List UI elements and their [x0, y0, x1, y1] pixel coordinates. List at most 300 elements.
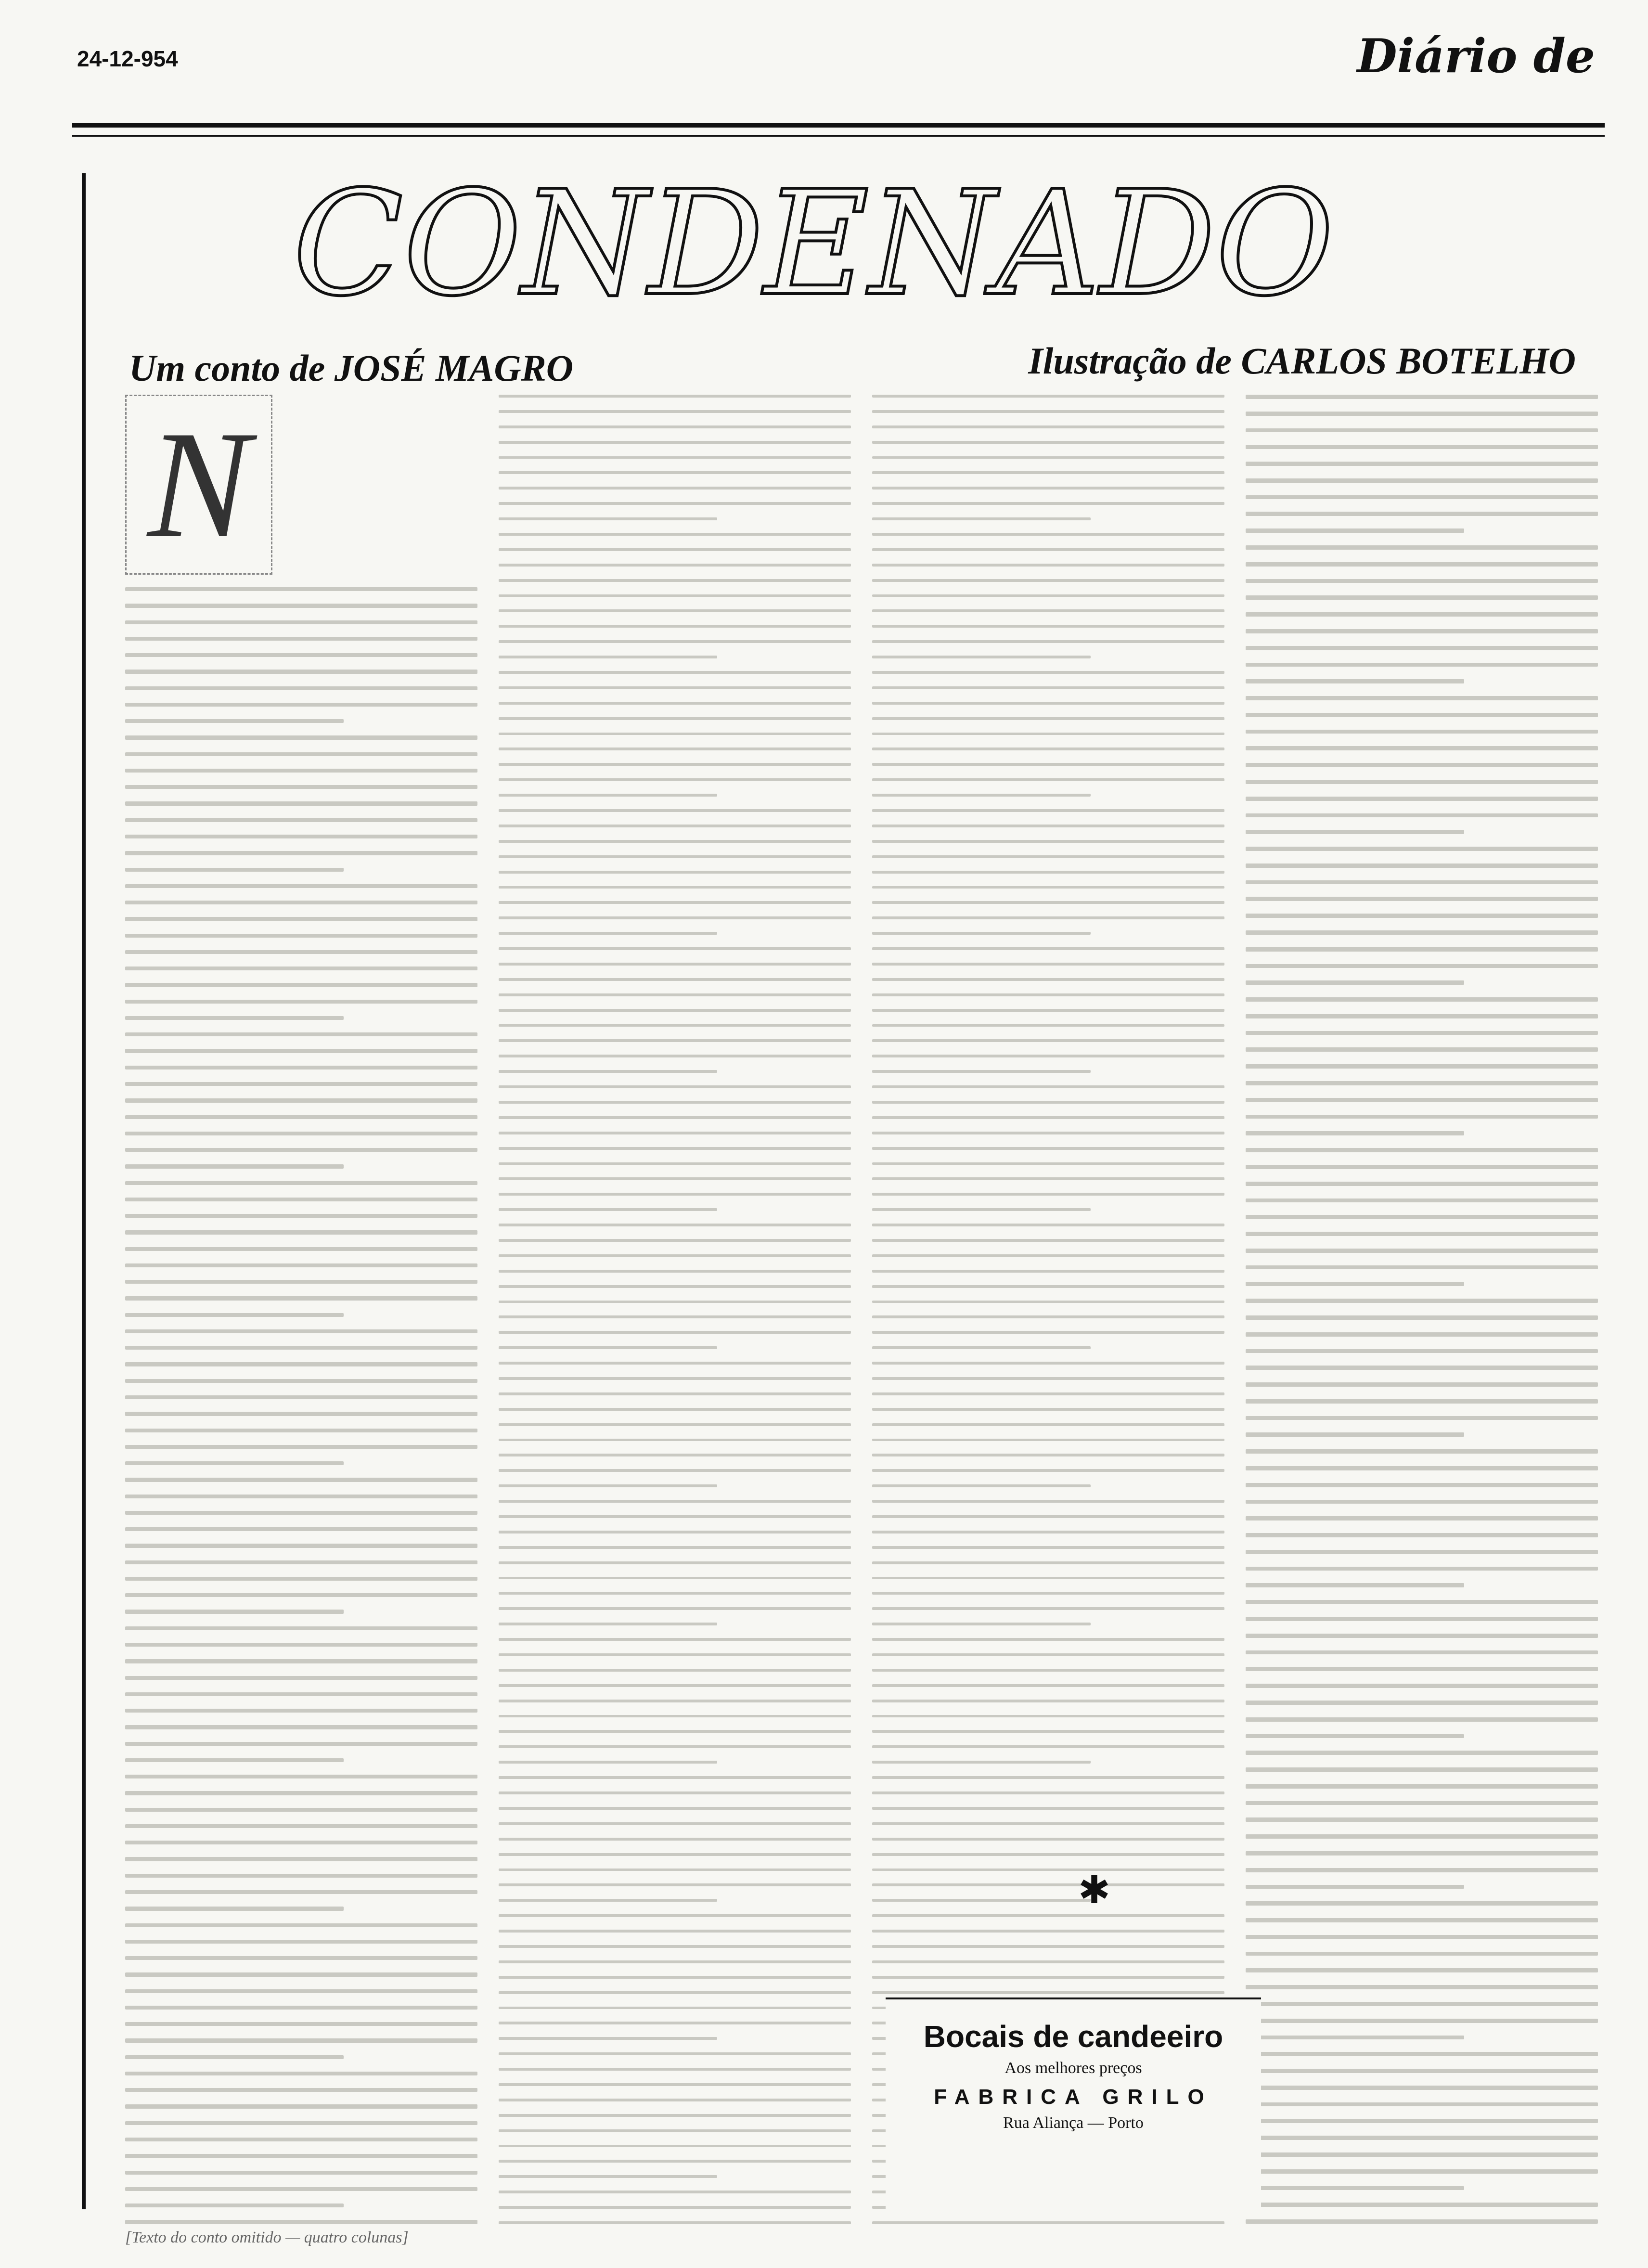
text-line-placeholder	[1246, 797, 1598, 801]
text-line-placeholder	[872, 1024, 1224, 1027]
text-line-placeholder	[872, 1669, 1224, 1672]
text-line-placeholder	[1246, 1232, 1598, 1236]
text-line-placeholder	[125, 1016, 344, 1020]
text-line-placeholder	[499, 2114, 851, 2117]
text-line-placeholder	[499, 1362, 851, 1365]
text-line-placeholder	[499, 809, 851, 812]
text-line-placeholder	[499, 1469, 851, 1472]
text-line-placeholder	[872, 1531, 1224, 1533]
section-star: ✱	[1078, 1869, 1111, 1912]
text-line-placeholder	[125, 801, 477, 805]
text-line-placeholder	[499, 1239, 851, 1242]
text-line-placeholder	[1246, 1985, 1598, 1989]
text-line-placeholder	[499, 625, 851, 628]
text-line-placeholder	[499, 840, 851, 843]
text-line-placeholder	[499, 1085, 851, 1088]
text-line-placeholder	[1246, 2086, 1598, 2090]
text-line-placeholder	[125, 1164, 344, 1168]
text-line-placeholder	[125, 604, 477, 607]
top-rule	[72, 123, 1605, 128]
text-line-placeholder	[1246, 847, 1598, 851]
text-line-placeholder	[125, 1362, 477, 1366]
text-line-placeholder	[1246, 1198, 1598, 1203]
text-line-placeholder	[872, 1147, 1224, 1150]
text-line-placeholder	[872, 1101, 1224, 1104]
text-line-placeholder	[872, 1009, 1224, 1012]
text-line-placeholder	[872, 1883, 1224, 1886]
text-line-placeholder	[499, 1945, 851, 1948]
text-line-placeholder	[1246, 1784, 1598, 1789]
text-line-placeholder	[499, 993, 851, 996]
text-line-placeholder	[872, 1039, 1224, 1042]
text-line-placeholder	[499, 1776, 851, 1779]
text-line-placeholder	[872, 1684, 1224, 1687]
text-line-placeholder	[125, 901, 477, 904]
text-line-placeholder	[872, 1070, 1091, 1073]
text-line-placeholder	[125, 1907, 344, 1910]
text-line-placeholder	[125, 966, 477, 970]
text-line-placeholder	[872, 916, 1224, 919]
text-line-placeholder	[499, 963, 851, 966]
text-line-placeholder	[499, 548, 851, 551]
text-line-placeholder	[1246, 2036, 1464, 2040]
column-3	[872, 395, 1224, 2224]
text-line-placeholder	[499, 1853, 851, 1856]
drop-cap: N	[125, 395, 272, 575]
text-line-placeholder	[499, 1009, 851, 1012]
text-line-placeholder	[125, 769, 477, 773]
text-line-placeholder	[1246, 1416, 1598, 1420]
text-line-placeholder	[125, 1725, 477, 1729]
text-line-placeholder	[1246, 2219, 1598, 2224]
text-line-placeholder	[125, 2104, 477, 2108]
text-line-placeholder	[125, 2006, 477, 2010]
text-line-placeholder	[1246, 1600, 1598, 1604]
text-line-placeholder	[872, 1899, 1091, 1902]
text-line-placeholder	[872, 1162, 1224, 1165]
text-line-placeholder	[125, 1560, 477, 1564]
text-line-placeholder	[872, 548, 1224, 551]
text-line-placeholder	[1246, 512, 1598, 516]
text-line-placeholder	[125, 1478, 477, 1482]
text-line-placeholder	[499, 1838, 851, 1841]
text-line-placeholder	[499, 1101, 851, 1104]
text-line-placeholder	[499, 594, 851, 597]
text-line-placeholder	[499, 425, 851, 428]
text-line-placeholder	[1246, 579, 1598, 583]
text-line-placeholder	[1246, 1349, 1598, 1353]
text-line-placeholder	[1246, 646, 1598, 650]
text-line-placeholder	[1246, 2019, 1598, 2023]
text-line-placeholder	[499, 517, 717, 520]
text-line-placeholder	[1246, 1533, 1598, 1537]
text-line-placeholder	[125, 752, 477, 756]
text-line-placeholder	[499, 1177, 851, 1180]
text-line-placeholder	[872, 487, 1224, 490]
text-line-placeholder	[499, 1377, 851, 1380]
text-line-placeholder	[872, 871, 1224, 874]
text-line-placeholder	[499, 932, 717, 935]
text-line-placeholder	[1246, 1701, 1598, 1705]
text-line-placeholder	[1246, 1634, 1598, 1638]
text-line-placeholder	[1246, 1901, 1598, 1906]
text-line-placeholder	[125, 1742, 477, 1746]
text-line-placeholder	[1246, 2102, 1598, 2107]
text-line-placeholder	[872, 640, 1224, 643]
text-line-placeholder	[872, 947, 1224, 950]
text-line-placeholder	[1246, 1366, 1598, 1370]
text-line-placeholder	[499, 916, 851, 919]
text-line-placeholder	[872, 717, 1224, 720]
text-line-placeholder	[1246, 1500, 1598, 1504]
title-lettering	[260, 159, 1367, 322]
text-line-placeholder	[499, 2099, 851, 2101]
text-line-placeholder	[499, 1561, 851, 1564]
text-line-placeholder	[1246, 562, 1598, 567]
text-line-placeholder	[872, 1116, 1224, 1119]
newspaper-masthead: Diário de	[1357, 29, 1595, 83]
text-line-placeholder	[872, 978, 1224, 981]
text-line-placeholder	[499, 1546, 851, 1549]
text-line-placeholder	[872, 825, 1224, 827]
text-line-placeholder	[872, 656, 1091, 658]
text-line-placeholder	[499, 1791, 851, 1794]
text-line-placeholder	[872, 1960, 1224, 1963]
text-line-placeholder	[872, 1976, 1224, 1979]
text-line-placeholder	[1246, 1432, 1464, 1437]
text-line-placeholder	[499, 747, 851, 750]
advert-brand: FABRICA GRILO	[934, 2085, 1213, 2109]
text-line-placeholder	[1246, 1684, 1598, 1688]
text-line-placeholder	[499, 1899, 717, 1902]
text-line-placeholder	[872, 1085, 1224, 1088]
text-line-placeholder	[125, 1214, 477, 1218]
text-line-placeholder	[499, 794, 717, 797]
text-line-placeholder	[499, 1822, 851, 1825]
text-line-placeholder	[125, 917, 477, 921]
text-line-placeholder	[1246, 2119, 1598, 2123]
text-line-placeholder	[1246, 1299, 1598, 1303]
text-line-placeholder	[499, 1331, 851, 1334]
text-line-placeholder	[125, 2072, 477, 2075]
text-line-placeholder	[872, 901, 1224, 904]
text-line-placeholder	[499, 609, 851, 612]
column-4	[1246, 395, 1598, 2224]
text-line-placeholder	[125, 1066, 477, 1070]
text-line-placeholder	[499, 2221, 851, 2224]
text-line-placeholder	[125, 1247, 477, 1251]
text-line-placeholder	[125, 1923, 477, 1927]
text-line-placeholder	[125, 2022, 477, 2026]
text-line-placeholder	[499, 1745, 851, 1748]
text-line-placeholder	[1246, 1935, 1598, 1939]
text-line-placeholder	[499, 1730, 851, 1733]
text-line-placeholder	[1246, 1583, 1464, 1587]
text-line-placeholder	[1246, 1968, 1598, 1972]
text-line-placeholder	[872, 1869, 1224, 1871]
text-line-placeholder	[125, 653, 477, 657]
text-line-placeholder	[125, 1082, 477, 1086]
text-line-placeholder	[499, 1270, 851, 1273]
text-line-placeholder	[872, 993, 1224, 996]
text-line-placeholder	[872, 1791, 1224, 1794]
text-line-placeholder	[872, 1254, 1224, 1257]
text-line-placeholder	[499, 2052, 851, 2055]
text-line-placeholder	[125, 1940, 477, 1944]
text-line-placeholder	[125, 1758, 344, 1762]
text-line-placeholder	[125, 1643, 477, 1647]
text-line-placeholder	[499, 1700, 851, 1702]
text-line-placeholder	[499, 1147, 851, 1150]
text-line-placeholder	[125, 1000, 477, 1004]
text-line-placeholder	[1246, 412, 1598, 416]
byline-author: Um conto de JOSÉ MAGRO	[129, 347, 574, 389]
text-line-placeholder	[1246, 595, 1598, 600]
text-line-placeholder	[499, 1039, 851, 1042]
text-line-placeholder	[499, 640, 851, 643]
text-line-placeholder	[125, 1610, 344, 1613]
text-line-placeholder	[1246, 545, 1598, 550]
text-line-placeholder	[1246, 880, 1598, 885]
text-line-placeholder	[1246, 2203, 1598, 2207]
text-line-placeholder	[125, 1148, 477, 1152]
text-line-placeholder	[125, 1808, 477, 1812]
text-line-placeholder	[872, 1177, 1224, 1180]
text-line-placeholder	[499, 1055, 851, 1057]
text-line-placeholder	[499, 1315, 851, 1318]
text-line-placeholder	[125, 703, 477, 707]
text-line-placeholder	[1246, 1885, 1464, 1889]
text-line-placeholder	[872, 855, 1224, 858]
text-line-placeholder	[1246, 980, 1464, 985]
text-line-placeholder	[125, 686, 477, 690]
text-line-placeholder	[499, 2022, 851, 2024]
body-placeholder-note: [Texto do conto omitido — quatro colunas]	[125, 2229, 409, 2246]
text-line-placeholder	[872, 1638, 1224, 1641]
text-line-placeholder	[125, 2038, 477, 2042]
text-line-placeholder	[499, 1423, 851, 1426]
text-line-placeholder	[872, 425, 1224, 428]
text-line-placeholder	[1246, 713, 1598, 717]
text-line-placeholder	[125, 1593, 477, 1597]
text-line-placeholder	[499, 1132, 851, 1134]
text-line-placeholder	[499, 1869, 851, 1871]
text-line-placeholder	[1246, 1182, 1598, 1186]
text-line-placeholder	[125, 785, 477, 789]
text-line-placeholder	[872, 1285, 1224, 1288]
text-line-placeholder	[1246, 1148, 1598, 1152]
text-line-placeholder	[1246, 1165, 1598, 1169]
text-line-placeholder	[499, 1715, 851, 1718]
text-line-placeholder	[125, 1461, 344, 1465]
text-line-placeholder	[872, 517, 1091, 520]
text-line-placeholder	[1246, 2186, 1464, 2191]
text-line-placeholder	[872, 1301, 1224, 1303]
text-line-placeholder	[1246, 2152, 1598, 2157]
text-line-placeholder	[499, 763, 851, 766]
text-line-placeholder	[1246, 478, 1598, 483]
text-line-placeholder	[125, 2220, 477, 2224]
article-body	[125, 395, 1598, 2224]
text-line-placeholder	[125, 884, 477, 888]
text-line-placeholder	[872, 1546, 1224, 1549]
text-line-placeholder	[499, 778, 851, 781]
text-line-placeholder	[125, 1429, 477, 1432]
text-line-placeholder	[1246, 1064, 1598, 1069]
text-line-placeholder	[872, 1623, 1091, 1625]
text-line-placeholder	[872, 1853, 1224, 1856]
text-line-placeholder	[499, 717, 851, 720]
text-line-placeholder	[499, 1484, 717, 1487]
text-line-placeholder	[499, 686, 851, 689]
text-line-placeholder	[1246, 1131, 1464, 1135]
text-line-placeholder	[1246, 2136, 1598, 2140]
text-line-placeholder	[1246, 1098, 1598, 1102]
text-line-placeholder	[872, 1239, 1224, 1242]
text-line-placeholder	[499, 1684, 851, 1687]
text-line-placeholder	[125, 2055, 344, 2059]
text-line-placeholder	[499, 1224, 851, 1226]
text-line-placeholder	[125, 868, 344, 872]
text-line-placeholder	[1246, 1918, 1598, 1922]
text-line-placeholder	[499, 1638, 851, 1641]
text-line-placeholder	[125, 1956, 477, 1960]
text-line-placeholder	[1246, 495, 1598, 500]
text-line-placeholder	[499, 471, 851, 474]
text-line-placeholder	[872, 1408, 1224, 1411]
text-line-placeholder	[125, 620, 477, 624]
text-line-placeholder	[125, 2088, 477, 2092]
text-line-placeholder	[1246, 897, 1598, 901]
text-line-placeholder	[1246, 2052, 1598, 2056]
text-line-placeholder	[499, 487, 851, 490]
text-line-placeholder	[1246, 1014, 1598, 1018]
text-line-placeholder	[499, 1607, 851, 1610]
text-line-placeholder	[872, 1500, 1224, 1503]
text-line-placeholder	[1246, 395, 1598, 399]
text-line-placeholder	[872, 1132, 1224, 1134]
text-line-placeholder	[1246, 1650, 1598, 1655]
text-line-placeholder	[125, 2138, 477, 2141]
text-line-placeholder	[499, 2083, 851, 2086]
text-line-placeholder	[1246, 2069, 1598, 2073]
text-line-placeholder	[1246, 1952, 1598, 1956]
text-line-placeholder	[872, 686, 1224, 689]
text-line-placeholder	[125, 1659, 477, 1663]
text-line-placeholder	[872, 1484, 1091, 1487]
text-line-placeholder	[1246, 428, 1598, 433]
text-line-placeholder	[1246, 1449, 1598, 1454]
text-line-placeholder	[499, 2160, 851, 2163]
text-line-placeholder	[125, 1032, 477, 1036]
issue-date: 24-12-954	[77, 46, 178, 71]
text-line-placeholder	[872, 1193, 1224, 1196]
text-line-placeholder	[499, 1193, 851, 1196]
text-line-placeholder	[499, 1439, 851, 1442]
text-line-placeholder	[499, 1883, 851, 1886]
text-line-placeholder	[872, 1653, 1224, 1656]
text-line-placeholder	[872, 1715, 1224, 1718]
text-line-placeholder	[1246, 1817, 1598, 1822]
text-line-placeholder	[499, 1346, 717, 1349]
text-line-placeholder	[499, 886, 851, 889]
text-line-placeholder	[1246, 1667, 1598, 1671]
text-line-placeholder	[1246, 679, 1464, 683]
text-line-placeholder	[499, 2206, 851, 2209]
text-line-placeholder	[872, 1439, 1224, 1442]
text-line-placeholder	[872, 1469, 1224, 1472]
text-line-placeholder	[499, 410, 851, 413]
advert-subline: Aos melhores preços	[1004, 2059, 1142, 2077]
text-line-placeholder	[125, 983, 477, 987]
text-line-placeholder	[125, 1495, 477, 1498]
text-line-placeholder	[872, 1945, 1224, 1948]
text-line-placeholder	[1246, 1516, 1598, 1521]
text-line-placeholder	[499, 1454, 851, 1456]
text-line-placeholder	[125, 1198, 477, 1201]
text-line-placeholder	[872, 609, 1224, 612]
text-line-placeholder	[125, 1296, 477, 1300]
text-line-placeholder	[872, 456, 1224, 459]
text-line-placeholder	[125, 818, 477, 822]
text-line-placeholder	[125, 2154, 477, 2158]
text-line-placeholder	[1246, 1115, 1598, 1119]
text-line-placeholder	[1246, 863, 1598, 868]
text-line-placeholder	[1246, 930, 1598, 935]
text-line-placeholder	[1246, 1483, 1598, 1487]
text-line-placeholder	[125, 1049, 477, 1053]
text-line-placeholder	[125, 1280, 477, 1284]
text-line-placeholder	[499, 456, 851, 459]
text-line-placeholder	[499, 733, 851, 735]
text-line-placeholder	[1246, 1466, 1598, 1470]
text-line-placeholder	[1246, 914, 1598, 918]
text-line-placeholder	[872, 2221, 1224, 2224]
text-line-placeholder	[499, 1653, 851, 1656]
text-line-placeholder	[872, 441, 1224, 444]
text-line-placeholder	[499, 1991, 851, 1994]
text-line-placeholder	[1246, 1031, 1598, 1035]
text-line-placeholder	[499, 947, 851, 950]
text-line-placeholder	[125, 1857, 477, 1861]
text-line-placeholder	[499, 702, 851, 705]
text-line-placeholder	[125, 2171, 477, 2175]
advert-headline: Bocais de candeeiro	[923, 2019, 1223, 2054]
text-line-placeholder	[499, 1807, 851, 1810]
text-line-placeholder	[125, 587, 477, 591]
text-line-placeholder	[1246, 528, 1464, 533]
text-line-placeholder	[1246, 730, 1598, 734]
text-line-placeholder	[499, 502, 851, 505]
text-line-placeholder	[499, 1669, 851, 1672]
byline-illustrator: Ilustração de CARLOS BOTELHO	[1028, 340, 1576, 382]
text-line-placeholder	[1246, 1550, 1598, 1554]
text-line-placeholder	[872, 1577, 1224, 1580]
text-line-placeholder	[499, 1301, 851, 1303]
text-line-placeholder	[872, 533, 1224, 536]
text-line-placeholder	[1246, 445, 1598, 449]
text-line-placeholder	[499, 2145, 851, 2148]
text-line-placeholder	[499, 2129, 851, 2132]
text-line-placeholder	[872, 1454, 1224, 1456]
text-line-placeholder	[125, 1132, 477, 1135]
text-line-placeholder	[125, 1692, 477, 1696]
text-line-placeholder	[1246, 947, 1598, 952]
text-line-placeholder	[125, 2121, 477, 2125]
text-line-placeholder	[125, 1874, 477, 1878]
text-line-placeholder	[499, 579, 851, 582]
top-rule-thin	[72, 135, 1605, 137]
